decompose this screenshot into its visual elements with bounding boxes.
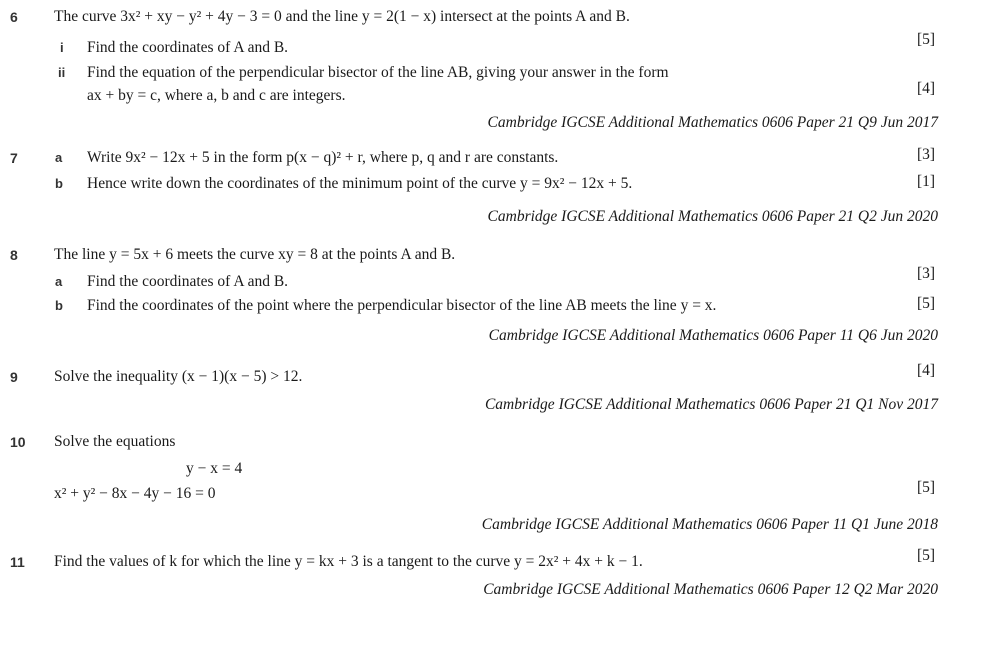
marks: [5] [917, 547, 936, 564]
part-label: b [55, 176, 63, 191]
source-citation: Cambridge IGCSE Additional Mathematics 0606 Paper 11 Q1 June 2018 [481, 516, 938, 533]
part-text: Write 9x² − 12x + 5 in the form p(x − q)² + r, where p, q and r are constants. [87, 149, 559, 166]
part-label: a [55, 274, 63, 289]
question-stem: Solve the inequality (x − 1)(x − 5) > 12. [54, 368, 303, 385]
part-text: Find the coordinates of the point where the perpendicular bisector of the line AB meets the line y = x. [87, 297, 717, 314]
part-text-continued: ax + by = c, where a, b and c are integers. [87, 87, 346, 104]
question-stem: The line y = 5x + 6 meets the curve xy = 8 at the points A and B. [54, 246, 456, 263]
equation: y − x = 4 [186, 460, 243, 477]
source-citation: Cambridge IGCSE Additional Mathematics 0606 Paper 21 Q2 Jun 2020 [487, 208, 938, 225]
source-citation: Cambridge IGCSE Additional Mathematics 0606 Paper 21 Q1 Nov 2017 [484, 396, 938, 413]
part-label: i [60, 40, 64, 55]
part-text: Hence write down the coordinates of the minimum point of the curve y = 9x² − 12x + 5. [87, 175, 633, 192]
part-text: Find the coordinates of A and B. [87, 39, 289, 56]
marks: [5] [917, 295, 936, 312]
marks: [1] [917, 173, 936, 190]
marks: [4] [917, 80, 936, 97]
marks: [5] [917, 31, 936, 48]
part-label: ii [58, 65, 66, 80]
part-label: b [55, 298, 63, 313]
marks: [3] [917, 265, 936, 282]
source-citation: Cambridge IGCSE Additional Mathematics 0606 Paper 21 Q9 Jun 2017 [487, 114, 938, 131]
source-citation: Cambridge IGCSE Additional Mathematics 0606 Paper 11 Q6 Jun 2020 [488, 327, 938, 344]
question-number: 11 [10, 554, 25, 570]
question-stem: The curve 3x² + xy − y² + 4y − 3 = 0 and the line y = 2(1 − x) intersect at the points A and B. [54, 8, 630, 25]
question-number: 9 [10, 369, 18, 385]
marks: [5] [917, 479, 936, 496]
part-label: a [55, 150, 63, 165]
part-text: Find the equation of the perpendicular bisector of the line AB, giving your answer in the form [87, 64, 669, 81]
part-text: Find the coordinates of A and B. [87, 273, 289, 290]
marks: [4] [917, 362, 936, 379]
question-number: 10 [10, 434, 26, 450]
source-citation: Cambridge IGCSE Additional Mathematics 0606 Paper 12 Q2 Mar 2020 [483, 581, 938, 598]
marks: [3] [917, 146, 936, 163]
question-number: 7 [10, 150, 18, 166]
question-number: 6 [10, 9, 18, 25]
question-stem: Solve the equations [54, 433, 176, 450]
question-stem: Find the values of k for which the line y = kx + 3 is a tangent to the curve y = 2x² + 4x + k − 1. [54, 553, 643, 570]
equation: x² + y² − 8x − 4y − 16 = 0 [54, 485, 216, 502]
question-number: 8 [10, 247, 18, 263]
